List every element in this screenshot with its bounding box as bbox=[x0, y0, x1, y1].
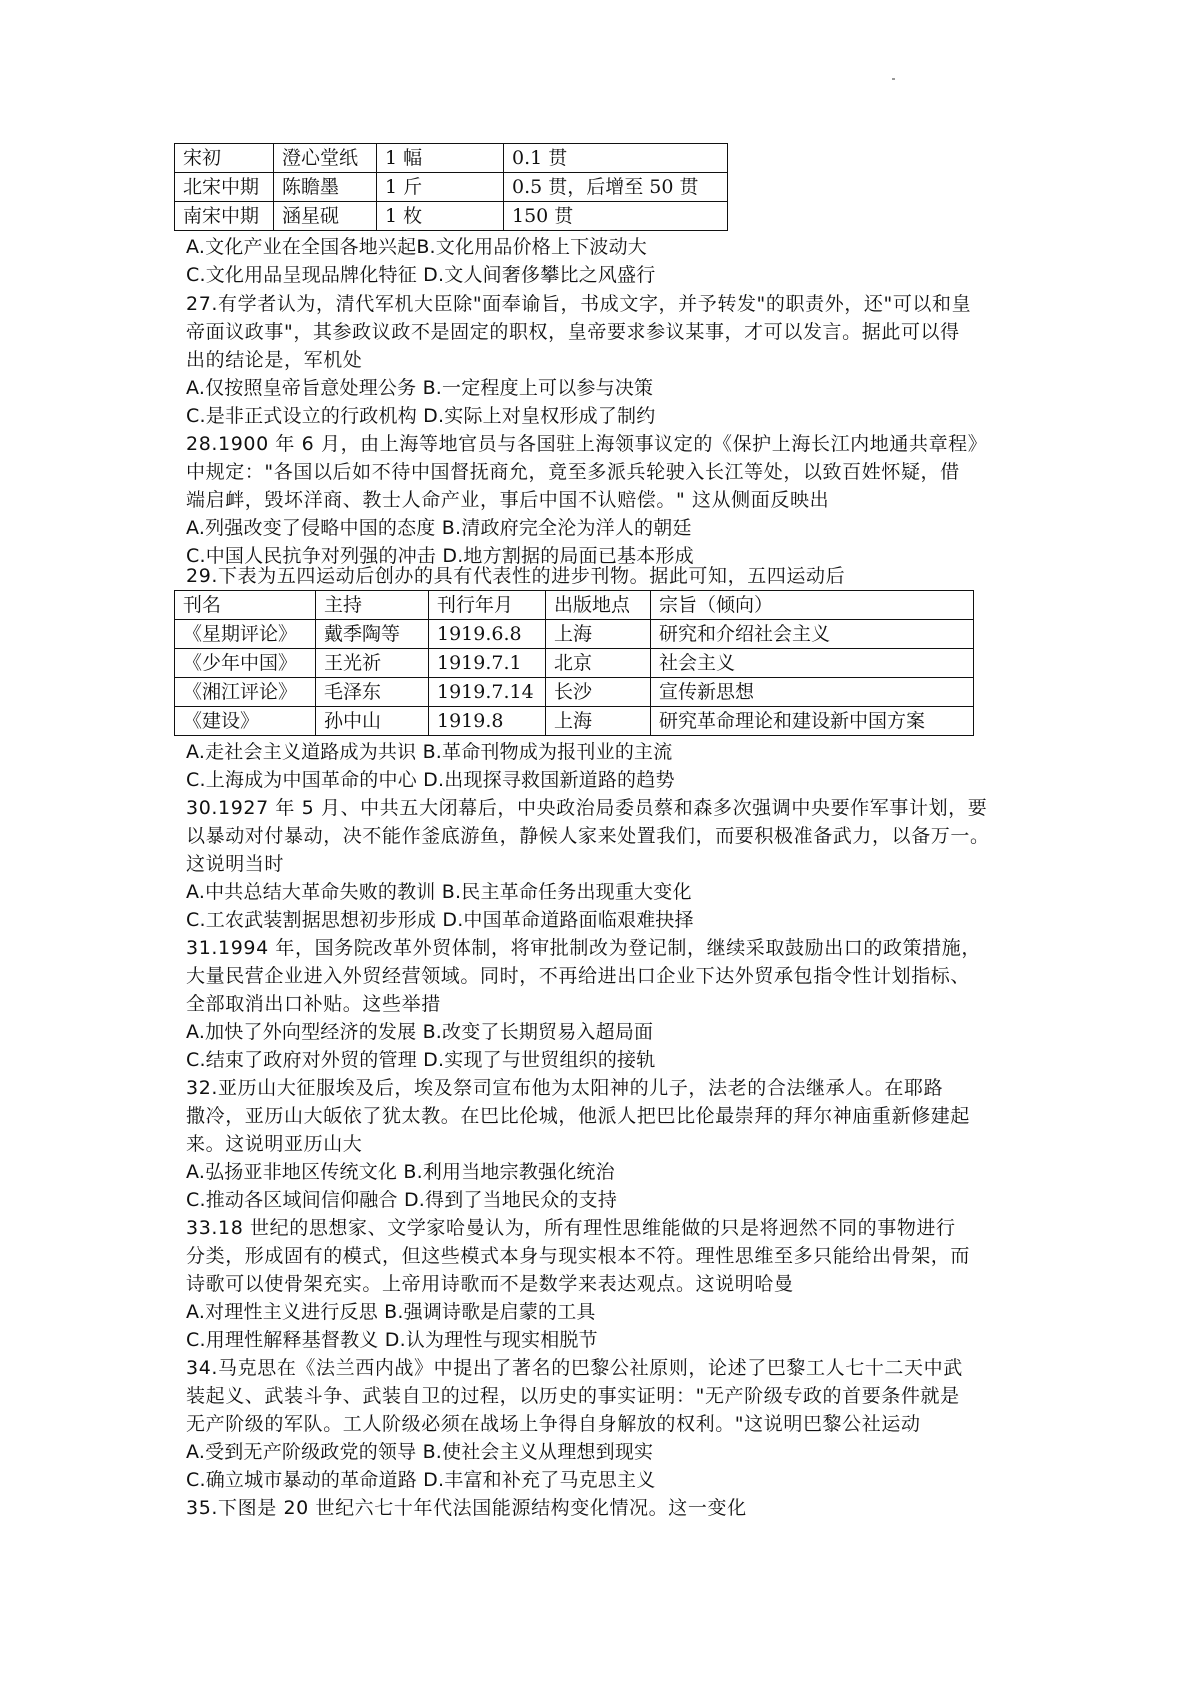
table-cell: 宣传新思想 bbox=[651, 678, 974, 707]
table-row bbox=[175, 173, 728, 202]
option-d: D.实际上对皇权形成了制约 bbox=[423, 405, 656, 427]
option-d: D.丰富和补充了马克思主义 bbox=[423, 1469, 656, 1491]
q35-stem-line: 35.下图是 20 世纪六七十年代法国能源结构变化情况。这一变化 bbox=[186, 1497, 747, 1519]
option-c: C.推动各区域间信仰融合 bbox=[186, 1189, 398, 1211]
table-row bbox=[175, 620, 974, 649]
price-table bbox=[174, 143, 728, 231]
option-a: A.弘扬亚非地区传统文化 bbox=[186, 1161, 398, 1183]
option-b: B.清政府完全沦为洋人的朝廷 bbox=[441, 517, 692, 539]
table-row bbox=[175, 202, 728, 231]
option-a: A.中共总结大革命失败的教训 bbox=[186, 881, 436, 903]
option-d: D.出现探寻救国新道路的趋势 bbox=[423, 769, 675, 791]
q33-options-cd bbox=[186, 1326, 598, 1354]
option-c: C.结束了政府对外贸的管理 bbox=[186, 1049, 417, 1071]
table-cell: 长沙 bbox=[546, 678, 651, 707]
option-c: C.确立城市暴动的革命道路 bbox=[186, 1469, 417, 1491]
q33-stem-line: 诗歌可以使骨架充实。上帝用诗歌而不是数学来表达观点。这说明哈曼 bbox=[186, 1273, 794, 1295]
table-cell: 1919.7.1 bbox=[429, 649, 546, 678]
option-b: B.文化用品价格上下波动大 bbox=[416, 236, 647, 258]
table-row bbox=[175, 678, 974, 707]
q30-stem-line: 以暴动对付暴动，决不能作釜底游鱼，静候人家来处置我们，而要积极准备武力，以备万一。 bbox=[186, 825, 990, 847]
table-header-cell: 刊行年月 bbox=[429, 591, 546, 620]
q32-options-cd bbox=[186, 1186, 617, 1214]
scan-speck bbox=[892, 78, 895, 80]
table-cell: 社会主义 bbox=[651, 649, 974, 678]
table-cell: 1 幅 bbox=[377, 144, 504, 173]
q31-options-ab bbox=[186, 1018, 653, 1046]
q31-options-cd bbox=[186, 1046, 655, 1074]
q29-options-ab bbox=[186, 738, 672, 766]
q32-stem-line: 来。这说明亚历山大 bbox=[186, 1133, 363, 1155]
option-d: D.文人间奢侈攀比之风盛行 bbox=[423, 264, 656, 286]
q28-options-ab bbox=[186, 514, 692, 542]
q34-stem-line: 34.马克思在《法兰西内战》中提出了著名的巴黎公社原则，论述了巴黎工人七十二天中武 bbox=[186, 1357, 963, 1379]
table-cell: 王光祈 bbox=[316, 649, 429, 678]
table-cell: 1 枚 bbox=[377, 202, 504, 231]
option-b: B.使社会主义从理想到现实 bbox=[422, 1441, 654, 1463]
periodicals-table bbox=[174, 590, 974, 736]
q32-options-ab bbox=[186, 1158, 615, 1186]
option-b: B.革命刊物成为报刊业的主流 bbox=[422, 741, 673, 763]
table-row bbox=[175, 649, 974, 678]
option-c: C.中国人民抗争对列强的冲击 bbox=[186, 545, 437, 567]
option-d: D.认为理性与现实相脱节 bbox=[384, 1329, 598, 1351]
q27-stem-line: 帝面议政事"，其参政议政不是固定的职权，皇帝要求参议某事，才可以发言。据此可以得 bbox=[186, 321, 960, 343]
q30-options-cd bbox=[186, 906, 694, 934]
option-c: C.工农武装割据思想初步形成 bbox=[186, 909, 437, 931]
option-a: A.文化产业在全国各地兴起 bbox=[186, 236, 417, 258]
table-cell: 戴季陶等 bbox=[316, 620, 429, 649]
q33-stem-line: 分类，形成固有的模式，但这些模式本身与现实根本不符。理性思维至多只能给出骨架，而 bbox=[186, 1245, 971, 1267]
option-b: B.一定程度上可以参与决策 bbox=[422, 377, 654, 399]
option-b: B.利用当地宗教强化统治 bbox=[403, 1161, 615, 1183]
q27-stem-line: 27.有学者认为，清代军机大臣除"面奉谕旨，书成文字，并予转发"的职责外，还"可以和皇 bbox=[186, 293, 972, 315]
option-a: A.走社会主义道路成为共识 bbox=[186, 741, 417, 763]
q30-options-ab bbox=[186, 878, 692, 906]
option-a: A.加快了外向型经济的发展 bbox=[186, 1021, 417, 1043]
table-cell: 涵星砚 bbox=[274, 202, 377, 231]
q34-stem-line: 无产阶级的军队。工人阶级必须在战场上争得自身解放的权利。"这说明巴黎公社运动 bbox=[186, 1413, 921, 1435]
option-a: A.对理性主义进行反思 bbox=[186, 1301, 378, 1323]
table-cell: 《星期评论》 bbox=[175, 620, 316, 649]
q29-options-cd bbox=[186, 766, 675, 794]
table-cell: 《湘江评论》 bbox=[175, 678, 316, 707]
q27-options-cd bbox=[186, 402, 655, 430]
option-b: B.强调诗歌是启蒙的工具 bbox=[384, 1301, 596, 1323]
q30-stem-line: 这说明当时 bbox=[186, 853, 285, 875]
table-cell: 《建设》 bbox=[175, 707, 316, 736]
q31-stem-line: 31.1994 年，国务院改革外贸体制，将审批制改为登记制，继续采取鼓励出口的政策措施， bbox=[186, 937, 982, 959]
q27-stem-line: 出的结论是，军机处 bbox=[186, 349, 363, 371]
table-cell: 宋初 bbox=[175, 144, 274, 173]
table-cell: 澄心堂纸 bbox=[274, 144, 377, 173]
table-cell: 1 斤 bbox=[377, 173, 504, 202]
option-d: D.中国革命道路面临艰难抉择 bbox=[442, 909, 694, 931]
q31-stem-line: 全部取消出口补贴。这些举措 bbox=[186, 993, 441, 1015]
table-row bbox=[175, 144, 728, 173]
table-cell: 研究革命理论和建设新中国方案 bbox=[651, 707, 974, 736]
option-a: A.列强改变了侵略中国的态度 bbox=[186, 517, 436, 539]
table-cell: 陈瞻墨 bbox=[274, 173, 377, 202]
table-cell: 150 贯 bbox=[504, 202, 728, 231]
option-c: C.上海成为中国革命的中心 bbox=[186, 769, 417, 791]
table-cell: 0.5 贯，后增至 50 贯 bbox=[504, 173, 728, 202]
table-cell: 0.1 贯 bbox=[504, 144, 728, 173]
option-c: C.文化用品呈现品牌化特征 bbox=[186, 264, 417, 286]
q33-options-ab bbox=[186, 1298, 596, 1326]
table-cell: 上海 bbox=[546, 707, 651, 736]
option-d: D.实现了与世贸组织的接轨 bbox=[423, 1049, 656, 1071]
table-cell: 南宋中期 bbox=[175, 202, 274, 231]
table-cell: 《少年中国》 bbox=[175, 649, 316, 678]
q34-stem-line: 装起义、武装斗争、武装自卫的过程，以历史的事实证明："无产阶级专政的首要条件就是 bbox=[186, 1385, 960, 1407]
option-c: C.用理性解释基督教义 bbox=[186, 1329, 379, 1351]
option-a: A.受到无产阶级政党的领导 bbox=[186, 1441, 417, 1463]
q32-stem-line: 撒冷，亚历山大皈依了犹太教。在巴比伦城，他派人把巴比伦最崇拜的拜尔神庙重新修建起 bbox=[186, 1105, 971, 1127]
q32-stem-line: 32.亚历山大征服埃及后，埃及祭司宣布他为太阳神的儿子，法老的合法继承人。在耶路 bbox=[186, 1077, 944, 1099]
q29-stem-line: 29.下表为五四运动后创办的具有代表性的进步刊物。据此可知，五四运动后 bbox=[186, 565, 846, 587]
q28-stem-line: 中规定："各国以后如不待中国督抚商允，竟至多派兵轮驶入长江等处，以致百姓怀疑，借 bbox=[186, 461, 960, 483]
q28-stem-line: 28.1900 年 6 月，由上海等地官员与各国驻上海领事议定的《保护上海长江内地通共章程》 bbox=[186, 433, 988, 455]
table-cell: 北宋中期 bbox=[175, 173, 274, 202]
q34-options-cd bbox=[186, 1466, 655, 1494]
q30-stem-line: 30.1927 年 5 月、中共五大闭幕后，中央政治局委员蔡和森多次强调中央要作军事计划，要 bbox=[186, 797, 988, 819]
q34-options-ab bbox=[186, 1438, 653, 1466]
table-header-row bbox=[175, 591, 974, 620]
option-d: D.地方割据的局面已基本形成 bbox=[442, 545, 694, 567]
q26-options-ab bbox=[186, 233, 647, 261]
q28-stem-line: 端启衅，毁坏洋商、教士人命产业，事后中国不认赔偿。" 这从侧面反映出 bbox=[186, 489, 830, 511]
table-header-cell: 刊名 bbox=[175, 591, 316, 620]
q26-options-cd bbox=[186, 261, 655, 289]
table-cell: 1919.6.8 bbox=[429, 620, 546, 649]
table-cell: 毛泽东 bbox=[316, 678, 429, 707]
table-cell: 研究和介绍社会主义 bbox=[651, 620, 974, 649]
table-header-cell: 出版地点 bbox=[546, 591, 651, 620]
table-cell: 上海 bbox=[546, 620, 651, 649]
option-c: C.是非正式设立的行政机构 bbox=[186, 405, 417, 427]
table-cell: 北京 bbox=[546, 649, 651, 678]
q27-options-ab bbox=[186, 374, 653, 402]
table-cell: 孙中山 bbox=[316, 707, 429, 736]
option-b: B.改变了长期贸易入超局面 bbox=[422, 1021, 654, 1043]
table-row bbox=[175, 707, 974, 736]
table-header-cell: 宗旨（倾向） bbox=[651, 591, 974, 620]
option-a: A.仅按照皇帝旨意处理公务 bbox=[186, 377, 417, 399]
table-header-cell: 主持 bbox=[316, 591, 429, 620]
option-b: B.民主革命任务出现重大变化 bbox=[441, 881, 692, 903]
q33-stem-line: 33.18 世纪的思想家、文学家哈曼认为，所有理性思维能做的只是将迥然不同的事物进行 bbox=[186, 1217, 956, 1239]
option-d: D.得到了当地民众的支持 bbox=[403, 1189, 618, 1211]
q31-stem-line: 大量民营企业进入外贸经营领域。同时，不再给进出口企业下达外贸承包指令性计划指标、 bbox=[186, 965, 971, 987]
table-cell: 1919.8 bbox=[429, 707, 546, 736]
table-cell: 1919.7.14 bbox=[429, 678, 546, 707]
